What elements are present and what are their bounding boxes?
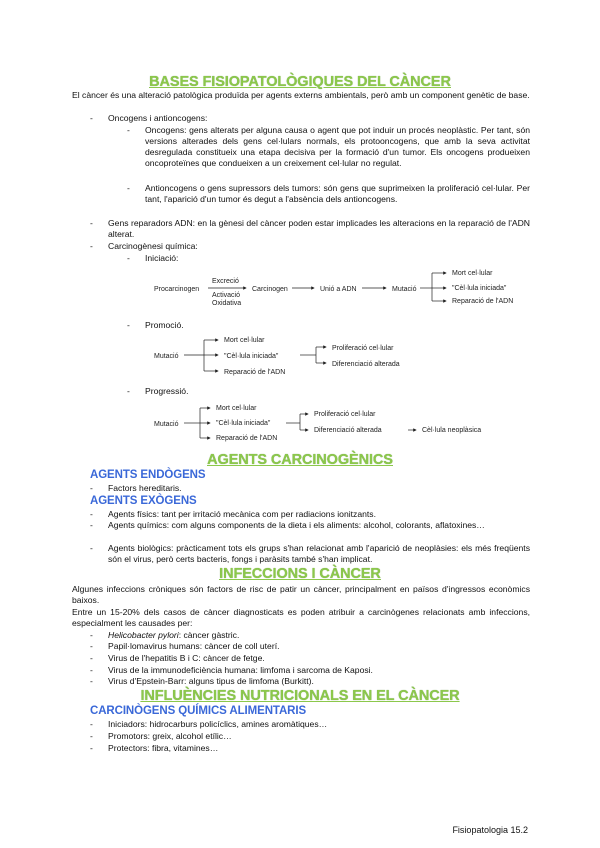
page-title: BASES FISIOPATOLÒGIQUES DEL CÀNCER bbox=[149, 74, 451, 90]
chemical-heading: Carcinogènesi química: bbox=[108, 241, 198, 251]
result-differentiation: Diferenciació alterada bbox=[314, 427, 382, 434]
bullet-dash: - bbox=[90, 743, 93, 753]
result-proliferation: Proliferació cel·lular bbox=[332, 345, 394, 352]
infection-item: Virus de l'hepatitis B i C: càncer de fetge. bbox=[108, 653, 265, 663]
outcome-dna-repair: Reparació de l'ADN bbox=[452, 298, 514, 305]
infection-item: Papil·lomavirus humans: càncer de coll uterí. bbox=[108, 641, 280, 651]
outcome-cell-death: Mort cel·lular bbox=[452, 270, 493, 277]
infection-item: Virus de la immunodeficiència humana: limfoma i sarcoma de Kaposi. bbox=[108, 665, 373, 675]
agents-title: AGENTS CARCINOGÈNICS bbox=[207, 452, 393, 468]
outcome-initiated-cell: "Cèl·lula iniciada" bbox=[452, 285, 507, 292]
bullet-dash: - bbox=[127, 253, 130, 263]
outcome-cell-death: Mort cel·lular bbox=[216, 405, 257, 412]
bullet-dash: - bbox=[90, 641, 93, 651]
oncogenes-heading: Oncogens i antioncogens: bbox=[108, 113, 208, 123]
nutrition-subtitle: CARCINÒGENS QUÍMICS ALIMENTARIS bbox=[90, 705, 307, 717]
bullet-dash: - bbox=[90, 113, 93, 123]
page-footer: Fisiopatologia 15.2 bbox=[452, 825, 528, 835]
outcome-initiated-cell: "Cèl·lula iniciada" bbox=[216, 420, 271, 427]
oncogenes-definition: Oncogens: gens alterats per alguna causa o agent que pot induir un procés neoplàstic. Per tant, són versions alterades dels gens cel·lulars normals, els protooncogens, que amb la seva activitat desregulada constitueix una etapa decisiva per la formació d'un tumor. Els oncogens produeixen oncoproteïnes que condueixen a un creixement cel·lular no regulat. bbox=[145, 125, 530, 168]
dna-binding-node: Unió a ADN bbox=[320, 286, 357, 293]
infection-item bbox=[108, 630, 239, 641]
result-proliferation: Proliferació cel·lular bbox=[314, 411, 376, 418]
bullet-dash: - bbox=[90, 509, 93, 519]
infections-paragraph-2: Entre un 15-20% dels casos de càncer diagnosticats es poden atribuir a carcinògenes relacionats amb infeccions, especialment les causades per: bbox=[72, 607, 530, 628]
endogenous-title: AGENTS ENDÒGENS bbox=[90, 469, 206, 481]
infection-item: Virus d'Epstein-Barr: alguns tipus de limfoma (Burkitt). bbox=[108, 676, 314, 686]
bullet-dash: - bbox=[90, 630, 93, 640]
bullet-dash: - bbox=[90, 719, 93, 729]
activation-label: Activació bbox=[212, 292, 241, 299]
endogenous-item: Factors hereditaris. bbox=[108, 483, 182, 493]
carcinogen-node: Carcinogen bbox=[252, 286, 288, 293]
outcome-cell-death: Mort cel·lular bbox=[224, 337, 265, 344]
result-differentiation: Diferenciació alterada bbox=[332, 361, 400, 368]
nutrition-item-initiators: Iniciadors: hidrocarburs policíclics, amines aromàtiques… bbox=[108, 719, 328, 729]
exogenous-item-physical: Agents físics: tant per irritació mecànica com per radiacions ionitzants. bbox=[108, 509, 376, 519]
bullet-dash: - bbox=[127, 125, 130, 135]
dna-repair-genes: Gens reparadors ADN: en la gènesi del càncer poden estar implicades les alteracions en la reparació de l'ADN alterat. bbox=[108, 218, 530, 239]
result-neoplastic-cell: Cèl·lula neoplàsica bbox=[422, 427, 482, 434]
promotion-label: Promoció. bbox=[145, 320, 184, 330]
bullet-dash: - bbox=[90, 676, 93, 686]
progression-diagram bbox=[140, 400, 530, 446]
outcome-initiated-cell: "Cèl·lula iniciada" bbox=[224, 353, 279, 360]
bullet-dash: - bbox=[90, 665, 93, 675]
bullet-dash: - bbox=[90, 731, 93, 741]
nutrition-title: INFLUÈNCIES NUTRICIONALS EN EL CÀNCER bbox=[140, 688, 460, 704]
bullet-dash: - bbox=[127, 386, 130, 396]
initiation-label: Iniciació: bbox=[145, 253, 179, 263]
procarcinogen-node: Procarcinogen bbox=[154, 286, 200, 293]
mutation-node: Mutació bbox=[392, 286, 417, 293]
nutrition-item-promoters: Promotors: greix, alcohol etílic… bbox=[108, 731, 232, 741]
intro-paragraph: El càncer és una alteració patològica produïda per agents externs ambientals, però amb un component genètic de base. bbox=[72, 90, 530, 100]
oxidative-label: Oxidativa bbox=[212, 300, 242, 307]
bullet-dash: - bbox=[90, 653, 93, 663]
bullet-dash: - bbox=[127, 320, 130, 330]
infections-paragraph-1: Algunes infeccions cròniques són factors de risc de patir un càncer, principalment en països d'ingressos econòmics baixos. bbox=[72, 584, 530, 605]
nutrition-item-protectors: Protectors: fibra, vitamines… bbox=[108, 743, 219, 753]
exogenous-item-biological: Agents biològics: pràcticament tots els grups s'han relacionat amb l'aparició de neoplàsies: els més freqüents són el virus, però certs bacteris, fongs i paràsits també s'han implicat. bbox=[108, 543, 530, 564]
initiation-diagram bbox=[140, 264, 530, 310]
bullet-dash: - bbox=[127, 183, 130, 193]
bullet-dash: - bbox=[90, 543, 93, 553]
promotion-diagram bbox=[140, 333, 530, 379]
mutation-node: Mutació bbox=[154, 421, 179, 428]
antioncogenes-definition: Antioncogens o gens supressors dels tumors: són gens que suprimeixen la proliferació cel·lular. Per tant, l'aparició d'un tumor és degut a l'absència dels antioncogens. bbox=[145, 183, 530, 204]
excretion-label: Excreció bbox=[212, 278, 239, 285]
infections-title: INFECCIONS I CÀNCER bbox=[219, 566, 381, 582]
bullet-dash: - bbox=[90, 218, 93, 228]
progression-label: Progressió. bbox=[145, 386, 189, 396]
helicobacter-name: Helicobacter pylori bbox=[108, 630, 179, 640]
outcome-dna-repair: Reparació de l'ADN bbox=[216, 435, 278, 442]
helicobacter-disease: : càncer gàstric. bbox=[178, 630, 240, 640]
exogenous-item-chemical: Agents químics: com alguns components de la dieta i els aliments: alcohol, colorants, aflatoxines… bbox=[108, 520, 485, 530]
bullet-dash: - bbox=[90, 483, 93, 493]
outcome-dna-repair: Reparació de l'ADN bbox=[224, 369, 286, 376]
bullet-dash: - bbox=[90, 520, 93, 530]
mutation-node: Mutació bbox=[154, 353, 179, 360]
bullet-dash: - bbox=[90, 241, 93, 251]
exogenous-title: AGENTS EXÒGENS bbox=[90, 495, 197, 507]
